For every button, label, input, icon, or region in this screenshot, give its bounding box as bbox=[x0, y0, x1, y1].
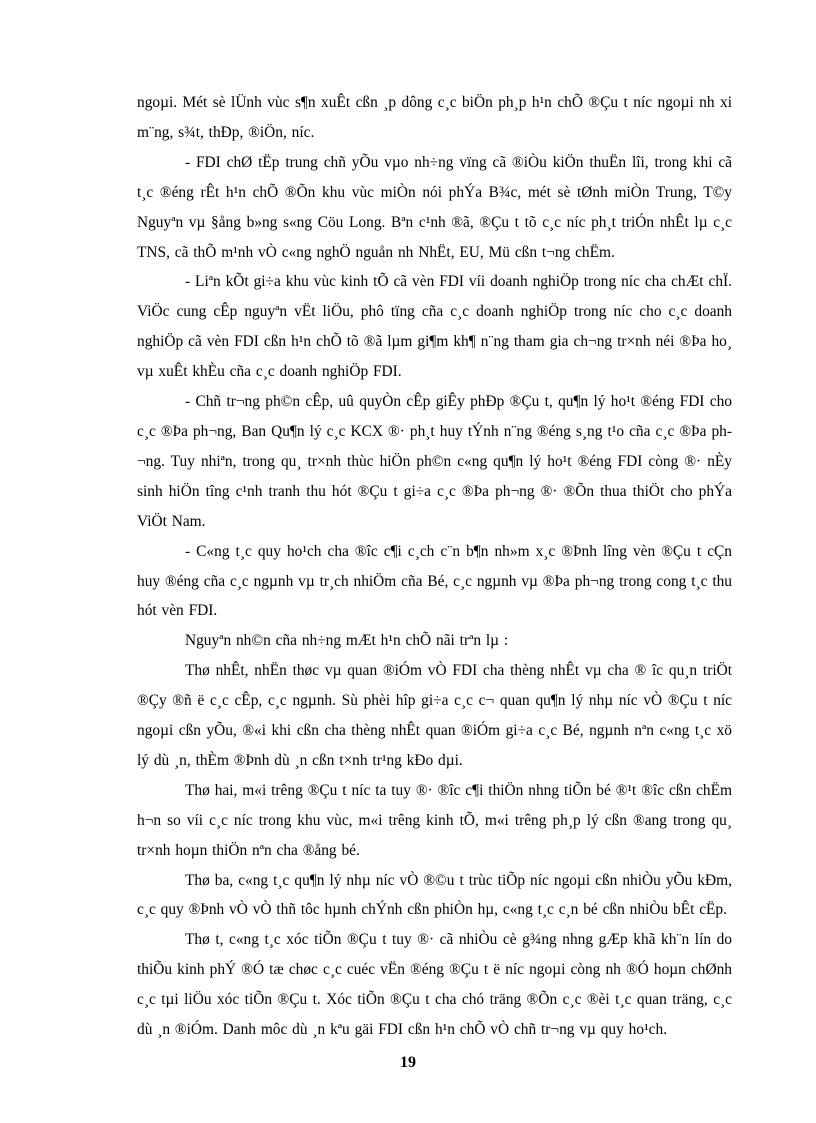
paragraph-decentralization: - Chñ tr¬ng ph©n cÊp, uû quyÒn cÊp giÊy phÐp ®Çu t, qu¶n lý ho¹t ®éng FDI cho c¸c ®Þa ph¬ng, Ban Qu¶n lý c¸c KCX ®· ph¸t huy tÝnh n¨ng ®éng s¸ng t¹o cña c¸c ®Þa ph¬ng. Tuy nhiªn, trong qu¸ tr×nh thùc hiÖn ph©n c«ng qu¶n lý ho¹t ®éng FDI còng ®· nÈy sinh hiÖn tîng c¹nh tranh thu hót ®Çu t gi÷a c¸c ®Þa ph¬ng ®· ®Õn thua thiÖt cho phÝa ViÖt Nam. bbox=[137, 393, 732, 530]
paragraph-second-cause: Thø hai, m«i trêng ®Çu t níc ta tuy ®· ®îc c¶i thiÖn nhng tiÕn bé ®¹t ®îc cßn chËm h¬n so víi c¸c níc trong khu vùc, m«i trêng kinh tÕ, m«i trêng ph¸p lý cßn ®ang trong qu¸ tr×nh hoµn thiÖn nªn cha ®ång bé. bbox=[137, 781, 732, 859]
paragraph-causes-heading: Nguyªn nh©n cña nh÷ng mÆt h¹n chÕ nãi trªn lµ : bbox=[185, 632, 509, 650]
paragraph-fdi-regional-concentration: - FDI chØ tËp trung chñ yÕu vµo nh÷ng vïng cã ®iÒu kiÖn thuËn lîi, trong khi cã t¸c ®éng rÊt h¹n chÕ ®Õn khu vùc miÒn nói phÝa B¾c, mét sè tØnh miÒn Trung, T©y Nguyªn vµ §ång b»ng s«ng Cöu Long. Bªn c¹nh ®ã, ®Çu t tõ c¸c níc ph¸t triÓn nhÊt lµ c¸c TNS, cã thÕ m¹nh vÒ c«ng nghÖ nguån nh NhËt, EU, Mü cßn t¬ng chËm. bbox=[137, 153, 732, 261]
body-text bbox=[137, 88, 732, 1045]
paragraph-first-cause: Thø nhÊt, nhËn thøc vµ quan ®iÓm vÒ FDI cha thèng nhÊt vµ cha ® îc qu¸n triÖt ®Çy ®ñ ë c¸c cÊp, c¸c ngµnh. Sù phèi hîp gi÷a c¸c c¬ quan qu¶n lý nhµ níc vÒ ®Çu t níc ngoµi cßn yÕu, ®«i khi cßn cha thèng nhÊt quan ®iÓm gi÷a c¸c Bé, ngµnh nªn c«ng t¸c xö lý dù ¸n, thÈm ®Þnh dù ¸n cßn t×nh tr¹ng kÐo dµi. bbox=[137, 662, 732, 769]
page-number: 19 bbox=[400, 1054, 416, 1071]
paragraph-planning: - C«ng t¸c quy ho¹ch cha ®îc c¶i c¸ch c¨n b¶n nh»m x¸c ®Þnh lîng vèn ®Çu t cÇn huy ®éng cña c¸c ngµnh vµ tr¸ch nhiÖm cña Bé, c¸c ngµnh vµ ®Þa ph¬ng trong cong t¸c thu hót vèn FDI. bbox=[137, 542, 732, 620]
paragraph-third-cause: Thø ba, c«ng t¸c qu¶n lý nhµ níc vÒ ®©u t trùc tiÕp níc ngoµi cßn nhiÒu yÕu kÐm, c¸c quy ®Þnh vÒ vÒ thñ tôc hµnh chÝnh cßn phiÒn hµ, c«ng t¸c c¸n bé cßn nhiÒu bÊt cËp. bbox=[137, 871, 732, 919]
paragraph-fourth-cause: Thø t, c«ng t¸c xóc tiÕn ®Çu t tuy ®· cã nhiÒu cè g¾ng nhng gÆp khã kh¨n lín do thiÕu kinh phÝ ®Ó tæ chøc c¸c cuéc vËn ®éng ®Çu t ë níc ngoµi còng nh ®Ó hoµn chØnh c¸c tµi liÖu xóc tiÕn ®Çu t. Xóc tiÕn ®Çu t cha chó träng ®Õn c¸c ®èi t¸c quan träng, c¸c dù ¸n ®iÓm. Danh môc dù ¸n kªu gäi FDI cßn h¹n chÕ vÒ chñ tr¬ng vµ quy ho¹ch. bbox=[137, 931, 732, 1039]
paragraph-continuation: ngoµi. Mét sè lÜnh vùc s¶n xuÊt cßn ¸p dông c¸c biÖn ph¸p h¹n chÕ ®Çu t níc ngoµi nh xi m¨ng, s¾t, thÐp, ®iÖn, níc. bbox=[137, 94, 732, 141]
paragraph-fdi-domestic-linkage: - Liªn kÕt gi÷a khu vùc kinh tÕ cã vèn FDI víi doanh nghiÖp trong níc cha chÆt chÏ. ViÖc cung cÊp nguyªn vËt liÖu, phô tïng cña c¸c doanh nghiÖp trong níc cho c¸c doanh nghiÖp cã vèn FDI cßn h¹n chÕ tõ ®ã lµm gi¶m kh¶ n¨ng tham gia ch¬ng tr×nh néi ®Þa ho¸ vµ xuÊt khÈu cña c¸c doanh nghiÖp FDI. bbox=[137, 273, 732, 381]
